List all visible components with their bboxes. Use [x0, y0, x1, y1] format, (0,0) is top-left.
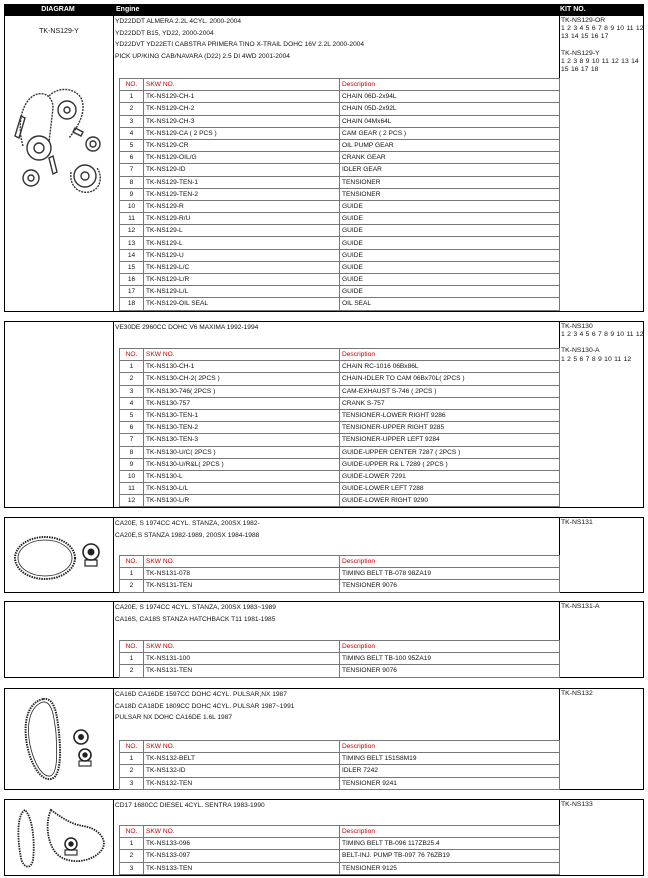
- table-row: [120, 483, 560, 495]
- part-sku: TK-NS129-U: [144, 249, 340, 261]
- part-no: 1: [120, 653, 144, 665]
- parts-table-header: [120, 641, 560, 653]
- kit-list: [561, 801, 645, 809]
- table-row: [120, 458, 560, 470]
- part-no: 10: [120, 200, 144, 212]
- table-row: [120, 373, 560, 385]
- part-sku: TK-NS130-U/R&L( 2PCS ): [144, 458, 340, 470]
- engine-line: CA20E,S STANZA 1982-1989, 200SX 1984-1988: [115, 531, 260, 539]
- table-row: [120, 862, 560, 874]
- part-no: 16: [120, 274, 144, 286]
- engine-list: [115, 322, 555, 334]
- table-row: [120, 139, 560, 151]
- part-description: TENSIONER 9076: [340, 580, 560, 592]
- kit-list: [561, 603, 645, 611]
- engine-line: YD22DDT B15, YD22, 2000-2004: [115, 29, 214, 37]
- part-description: TIMING BELT TB-078 98ZA19: [340, 568, 560, 580]
- kit-list: [561, 17, 645, 74]
- part-description: TENSIONER: [340, 188, 560, 200]
- part-no: 6: [120, 422, 144, 434]
- part-no: 2: [120, 373, 144, 385]
- table-row: [120, 665, 560, 677]
- part-no: 7: [120, 434, 144, 446]
- part-no: 2: [120, 665, 144, 677]
- part-description: GUIDE: [340, 237, 560, 249]
- part-no: 9: [120, 188, 144, 200]
- parts-table-header: [120, 556, 560, 568]
- part-sku: TK-NS129-CH-1: [144, 91, 340, 103]
- part-description: TENSIONER 9125: [340, 862, 560, 874]
- kit-parts: 1 2 3 8 9 10 11 12 13 14 15 16 17 18: [561, 57, 639, 74]
- engine-line: YD22DDT ALMERA 2.2L 4CYL. 2000-2004: [115, 18, 242, 25]
- table-row: [120, 103, 560, 115]
- table-row: [120, 286, 560, 298]
- part-no: 2: [120, 103, 144, 115]
- part-sku: TK-NS129-L/R: [144, 274, 340, 286]
- table-row: [120, 850, 560, 862]
- part-no: 2: [120, 580, 144, 592]
- part-description: CHAIN-IDLER TO CAM 06Bx70L( 2PCS ): [340, 373, 560, 385]
- timing-belt-diagram-image: [9, 530, 109, 586]
- kit-list: [561, 323, 645, 364]
- kit-number: TK-NS133: [561, 801, 593, 808]
- diagram-cell: [5, 800, 113, 875]
- header-kit-no: KIT NO.: [560, 5, 586, 13]
- part-no: 12: [120, 225, 144, 237]
- kit-list: [561, 519, 645, 527]
- engine-list: [115, 16, 555, 62]
- parts-table-header: [120, 349, 560, 361]
- kit-number: TK-NS131-A: [561, 603, 600, 610]
- col-no: NO.: [120, 556, 144, 568]
- col-description: Description: [340, 641, 560, 653]
- part-description: GUIDE-LOWER 7291: [340, 470, 560, 482]
- table-row: [120, 434, 560, 446]
- part-no: 4: [120, 397, 144, 409]
- part-sku: TK-NS130-L/R: [144, 495, 340, 507]
- part-description: CAM-EXHAUST S-746 ( 2PCS ): [340, 385, 560, 397]
- table-row: [120, 777, 560, 789]
- part-sku: TK-NS129-TEN-2: [144, 188, 340, 200]
- table-row: [120, 274, 560, 286]
- parts-table: [119, 640, 560, 678]
- col-description: Description: [340, 349, 560, 361]
- timing-chain-diagram-image: [9, 86, 107, 201]
- part-no: 12: [120, 495, 144, 507]
- table-row: [120, 225, 560, 237]
- diagram-cell: [5, 16, 113, 311]
- part-no: 8: [120, 176, 144, 188]
- part-sku: TK-NS129-TEN-1: [144, 176, 340, 188]
- part-no: 6: [120, 152, 144, 164]
- part-sku: TK-NS130-TEN-3: [144, 434, 340, 446]
- part-no: 2: [120, 765, 144, 777]
- section-ns130: [4, 321, 644, 508]
- part-description: TENSIONER 9076: [340, 665, 560, 677]
- parts-table: [119, 348, 560, 507]
- part-no: 1: [120, 361, 144, 373]
- part-sku: TK-NS131-TEN: [144, 665, 340, 677]
- table-row: [120, 298, 560, 310]
- table-row: [120, 237, 560, 249]
- part-sku: TK-NS129-R: [144, 200, 340, 212]
- part-description: TENSIONER-LOWER RIGHT 9286: [340, 409, 560, 421]
- diagram-cell: [5, 518, 113, 592]
- table-row: [120, 213, 560, 225]
- part-sku: TK-NS130-757: [144, 397, 340, 409]
- table-row: [120, 200, 560, 212]
- part-sku: TK-NS130-746( 2PCS ): [144, 385, 340, 397]
- part-sku: TK-NS129-L/C: [144, 261, 340, 273]
- table-row: [120, 176, 560, 188]
- part-sku: TK-NS129-CH-2: [144, 103, 340, 115]
- part-sku: TK-NS129-R/U: [144, 213, 340, 225]
- section-ns131-a: [4, 601, 644, 678]
- table-row: [120, 568, 560, 580]
- table-row: [120, 127, 560, 139]
- part-no: 13: [120, 237, 144, 249]
- engine-list: [115, 800, 555, 812]
- table-row: [120, 115, 560, 127]
- part-no: 3: [120, 862, 144, 874]
- section-ns129: [4, 15, 644, 312]
- kit-number: TK-NS130: [561, 323, 593, 330]
- part-no: 1: [120, 91, 144, 103]
- part-no: 10: [120, 470, 144, 482]
- engine-list: [115, 689, 555, 724]
- part-description: OIL SEAL: [340, 298, 560, 310]
- part-description: OIL PUMP GEAR: [340, 139, 560, 151]
- part-sku: TK-NS130-L/L: [144, 483, 340, 495]
- part-no: 5: [120, 139, 144, 151]
- part-sku: TK-NS131-100: [144, 653, 340, 665]
- part-description: GUIDE: [340, 274, 560, 286]
- part-no: 11: [120, 213, 144, 225]
- table-row: [120, 653, 560, 665]
- part-sku: TK-NS130-CH-1: [144, 361, 340, 373]
- part-description: TIMING BELT 151S8M19: [340, 753, 560, 765]
- table-row: [120, 152, 560, 164]
- part-description: CHAIN 05D-2x92L: [340, 103, 560, 115]
- part-sku: TK-NS132-ID: [144, 765, 340, 777]
- kit-number: TK-NS129-OR: [561, 17, 606, 24]
- col-sku: SKW NO.: [144, 826, 340, 838]
- table-row: [120, 470, 560, 482]
- kit-parts: 1 2 5 6 7 8 9 10 11 12: [561, 355, 632, 363]
- parts-table-header: [120, 79, 560, 91]
- part-description: GUIDE: [340, 261, 560, 273]
- part-sku: TK-NS129-L: [144, 237, 340, 249]
- part-no: 1: [120, 568, 144, 580]
- table-row: [120, 188, 560, 200]
- part-description: CAM GEAR ( 2 PCS ): [340, 127, 560, 139]
- part-no: 7: [120, 164, 144, 176]
- engine-line: CA20E, S 1974CC 4CYL. STANZA, 200SX 1983~1989: [115, 604, 276, 611]
- header-diagram: DIAGRAM: [41, 5, 75, 13]
- engine-list: [115, 602, 555, 625]
- kit-list: [561, 690, 645, 698]
- part-no: 15: [120, 261, 144, 273]
- part-no: 4: [120, 127, 144, 139]
- part-sku: TK-NS131-TEN: [144, 580, 340, 592]
- part-no: 9: [120, 458, 144, 470]
- part-no: 11: [120, 483, 144, 495]
- part-description: GUIDE-UPPER R& L 7289 ( 2PCS ): [340, 458, 560, 470]
- part-no: 18: [120, 298, 144, 310]
- parts-table: [119, 555, 560, 593]
- parts-table: [119, 78, 560, 311]
- part-description: BELT-INJ. PUMP TB-097 76 76ZB19: [340, 850, 560, 862]
- kit-number: TK-NS129-Y: [561, 49, 600, 57]
- engine-line: CA16S, CA18S STANZA HATCHBACK T11 1981-1985: [115, 615, 276, 623]
- part-sku: TK-NS130-TEN-1: [144, 409, 340, 421]
- part-description: TENSIONER 9241: [340, 777, 560, 789]
- col-sku: SKW NO.: [144, 79, 340, 91]
- part-description: TIMING BELT TB-096 117ZB25.4: [340, 838, 560, 850]
- part-sku: TK-NS129-CR: [144, 139, 340, 151]
- part-sku: TK-NS129-ID: [144, 164, 340, 176]
- part-no: 17: [120, 286, 144, 298]
- table-row: [120, 249, 560, 261]
- part-no: 2: [120, 850, 144, 862]
- col-sku: SKW NO.: [144, 641, 340, 653]
- engine-list: [115, 518, 555, 541]
- part-description: IDLER 7242: [340, 765, 560, 777]
- part-description: IDLER GEAR: [340, 164, 560, 176]
- engine-line: YD22DVT YD22ETI CABSTRA PRIMERA TINO X-TRAIL DOHC 16V 2.2L 2000-2004: [115, 41, 365, 49]
- col-sku: SKW NO.: [144, 741, 340, 753]
- part-sku: TK-NS132-BELT: [144, 753, 340, 765]
- kit-number: TK-NS130-A: [561, 347, 600, 355]
- part-sku: TK-NS130-CH-2( 2PCS ): [144, 373, 340, 385]
- part-sku: TK-NS129-CA ( 2 PCS ): [144, 127, 340, 139]
- table-row: [120, 580, 560, 592]
- col-no: NO.: [120, 79, 144, 91]
- col-description: Description: [340, 556, 560, 568]
- part-description: TENSIONER-UPPER RIGHT 9285: [340, 422, 560, 434]
- part-description: TENSIONER-UPPER LEFT 9284: [340, 434, 560, 446]
- part-no: 3: [120, 385, 144, 397]
- timing-belt-diagram-image: [15, 693, 105, 785]
- engine-line: CD17 1680CC DIESEL 4CYL. SENTRA 1983-1990: [115, 802, 265, 809]
- part-sku: TK-NS129-OIL/G: [144, 152, 340, 164]
- engine-line: CA20E, S 1974CC 4CYL. STANZA, 200SX 1982-: [115, 520, 260, 527]
- part-description: GUIDE: [340, 249, 560, 261]
- parts-table-header: [120, 826, 560, 838]
- engine-line: VE30DE 2960CC DOHC V6 MAXIMA 1992-1994: [115, 324, 259, 331]
- part-sku: TK-NS130-U/C( 2PCS ): [144, 446, 340, 458]
- kit-parts: 1 2 3 4 5 6 7 8 9 10 11 12 13 14 15 16 17: [561, 25, 644, 41]
- part-sku: TK-NS129-L/L: [144, 286, 340, 298]
- engine-line: CA16D CA16DE 1597CC DOHC 4CYL. PULSAR,NX 1987: [115, 691, 287, 698]
- part-sku: TK-NS133-096: [144, 838, 340, 850]
- col-no: NO.: [120, 641, 144, 653]
- table-row: [120, 765, 560, 777]
- part-description: GUIDE-UPPER CENTER 7287 ( 2PCS ): [340, 446, 560, 458]
- kit-number: TK-NS131: [561, 519, 593, 526]
- header-engine: Engine: [116, 5, 140, 13]
- part-description: GUIDE: [340, 225, 560, 237]
- part-no: 3: [120, 777, 144, 789]
- part-sku: TK-NS133-TEN: [144, 862, 340, 874]
- part-no: 14: [120, 249, 144, 261]
- col-no: NO.: [120, 349, 144, 361]
- engine-line: CA18D CA18DE 1809CC DOHC 4CYL. PULSAR 1987~1991: [115, 702, 295, 710]
- part-description: TIMING BELT TB-100 95ZA19: [340, 653, 560, 665]
- parts-table-header: [120, 741, 560, 753]
- part-description: CRANK S-757: [340, 397, 560, 409]
- table-row: [120, 361, 560, 373]
- part-no: 8: [120, 446, 144, 458]
- catalog-header-bar: [4, 4, 644, 15]
- part-sku: TK-NS129-OIL SEAL: [144, 298, 340, 310]
- part-description: GUIDE-LOWER RIGHT 9290: [340, 495, 560, 507]
- part-description: CRANK GEAR: [340, 152, 560, 164]
- col-no: NO.: [120, 741, 144, 753]
- col-no: NO.: [120, 826, 144, 838]
- part-no: 1: [120, 753, 144, 765]
- table-row: [120, 409, 560, 421]
- part-sku: TK-NS133-097: [144, 850, 340, 862]
- section-ns131: [4, 517, 644, 593]
- table-row: [120, 838, 560, 850]
- table-row: [120, 164, 560, 176]
- part-no: 5: [120, 409, 144, 421]
- parts-table: [119, 825, 560, 875]
- table-row: [120, 385, 560, 397]
- part-description: CHAIN 04Mx64L: [340, 115, 560, 127]
- part-description: TENSIONER: [340, 176, 560, 188]
- table-row: [120, 495, 560, 507]
- section-ns133: [4, 799, 644, 876]
- col-description: Description: [340, 741, 560, 753]
- table-row: [120, 753, 560, 765]
- part-no: 1: [120, 838, 144, 850]
- table-row: [120, 91, 560, 103]
- part-sku: TK-NS130-L: [144, 470, 340, 482]
- engine-line: PICK UP/KING CAB/NAVARA (D22) 2.5 DI 4WD 2001-2004: [115, 52, 290, 60]
- parts-table: [119, 740, 560, 790]
- table-row: [120, 261, 560, 273]
- kit-number: TK-NS132: [561, 690, 593, 697]
- part-description: GUIDE-LOWER LEFT 7288: [340, 483, 560, 495]
- part-sku: TK-NS129-CH-3: [144, 115, 340, 127]
- section-ns132: [4, 688, 644, 790]
- part-description: GUIDE: [340, 200, 560, 212]
- timing-belt-diagram-image: [11, 804, 109, 874]
- part-sku: TK-NS129-L: [144, 225, 340, 237]
- kit-parts: 1 2 3 4 5 6 7 8 9 10 11 12: [561, 331, 644, 339]
- table-row: [120, 422, 560, 434]
- col-description: Description: [340, 826, 560, 838]
- table-row: [120, 397, 560, 409]
- part-description: CHAIN RC-1016 06Bx86L: [340, 361, 560, 373]
- part-description: CHAIN 06D-2x94L: [340, 91, 560, 103]
- engine-line: PULSAR NX DOHC CA16DE 1.6L 1987: [115, 714, 233, 722]
- part-description: GUIDE: [340, 213, 560, 225]
- part-description: GUIDE: [340, 286, 560, 298]
- table-row: [120, 446, 560, 458]
- part-sku: TK-NS130-TEN-2: [144, 422, 340, 434]
- diagram-label: TK-NS129-Y: [39, 28, 79, 35]
- part-sku: TK-NS131-078: [144, 568, 340, 580]
- part-no: 3: [120, 115, 144, 127]
- col-sku: SKW NO.: [144, 556, 340, 568]
- part-sku: TK-NS132-TEN: [144, 777, 340, 789]
- col-description: Description: [340, 79, 560, 91]
- diagram-cell: [5, 689, 113, 789]
- col-sku: SKW NO.: [144, 349, 340, 361]
